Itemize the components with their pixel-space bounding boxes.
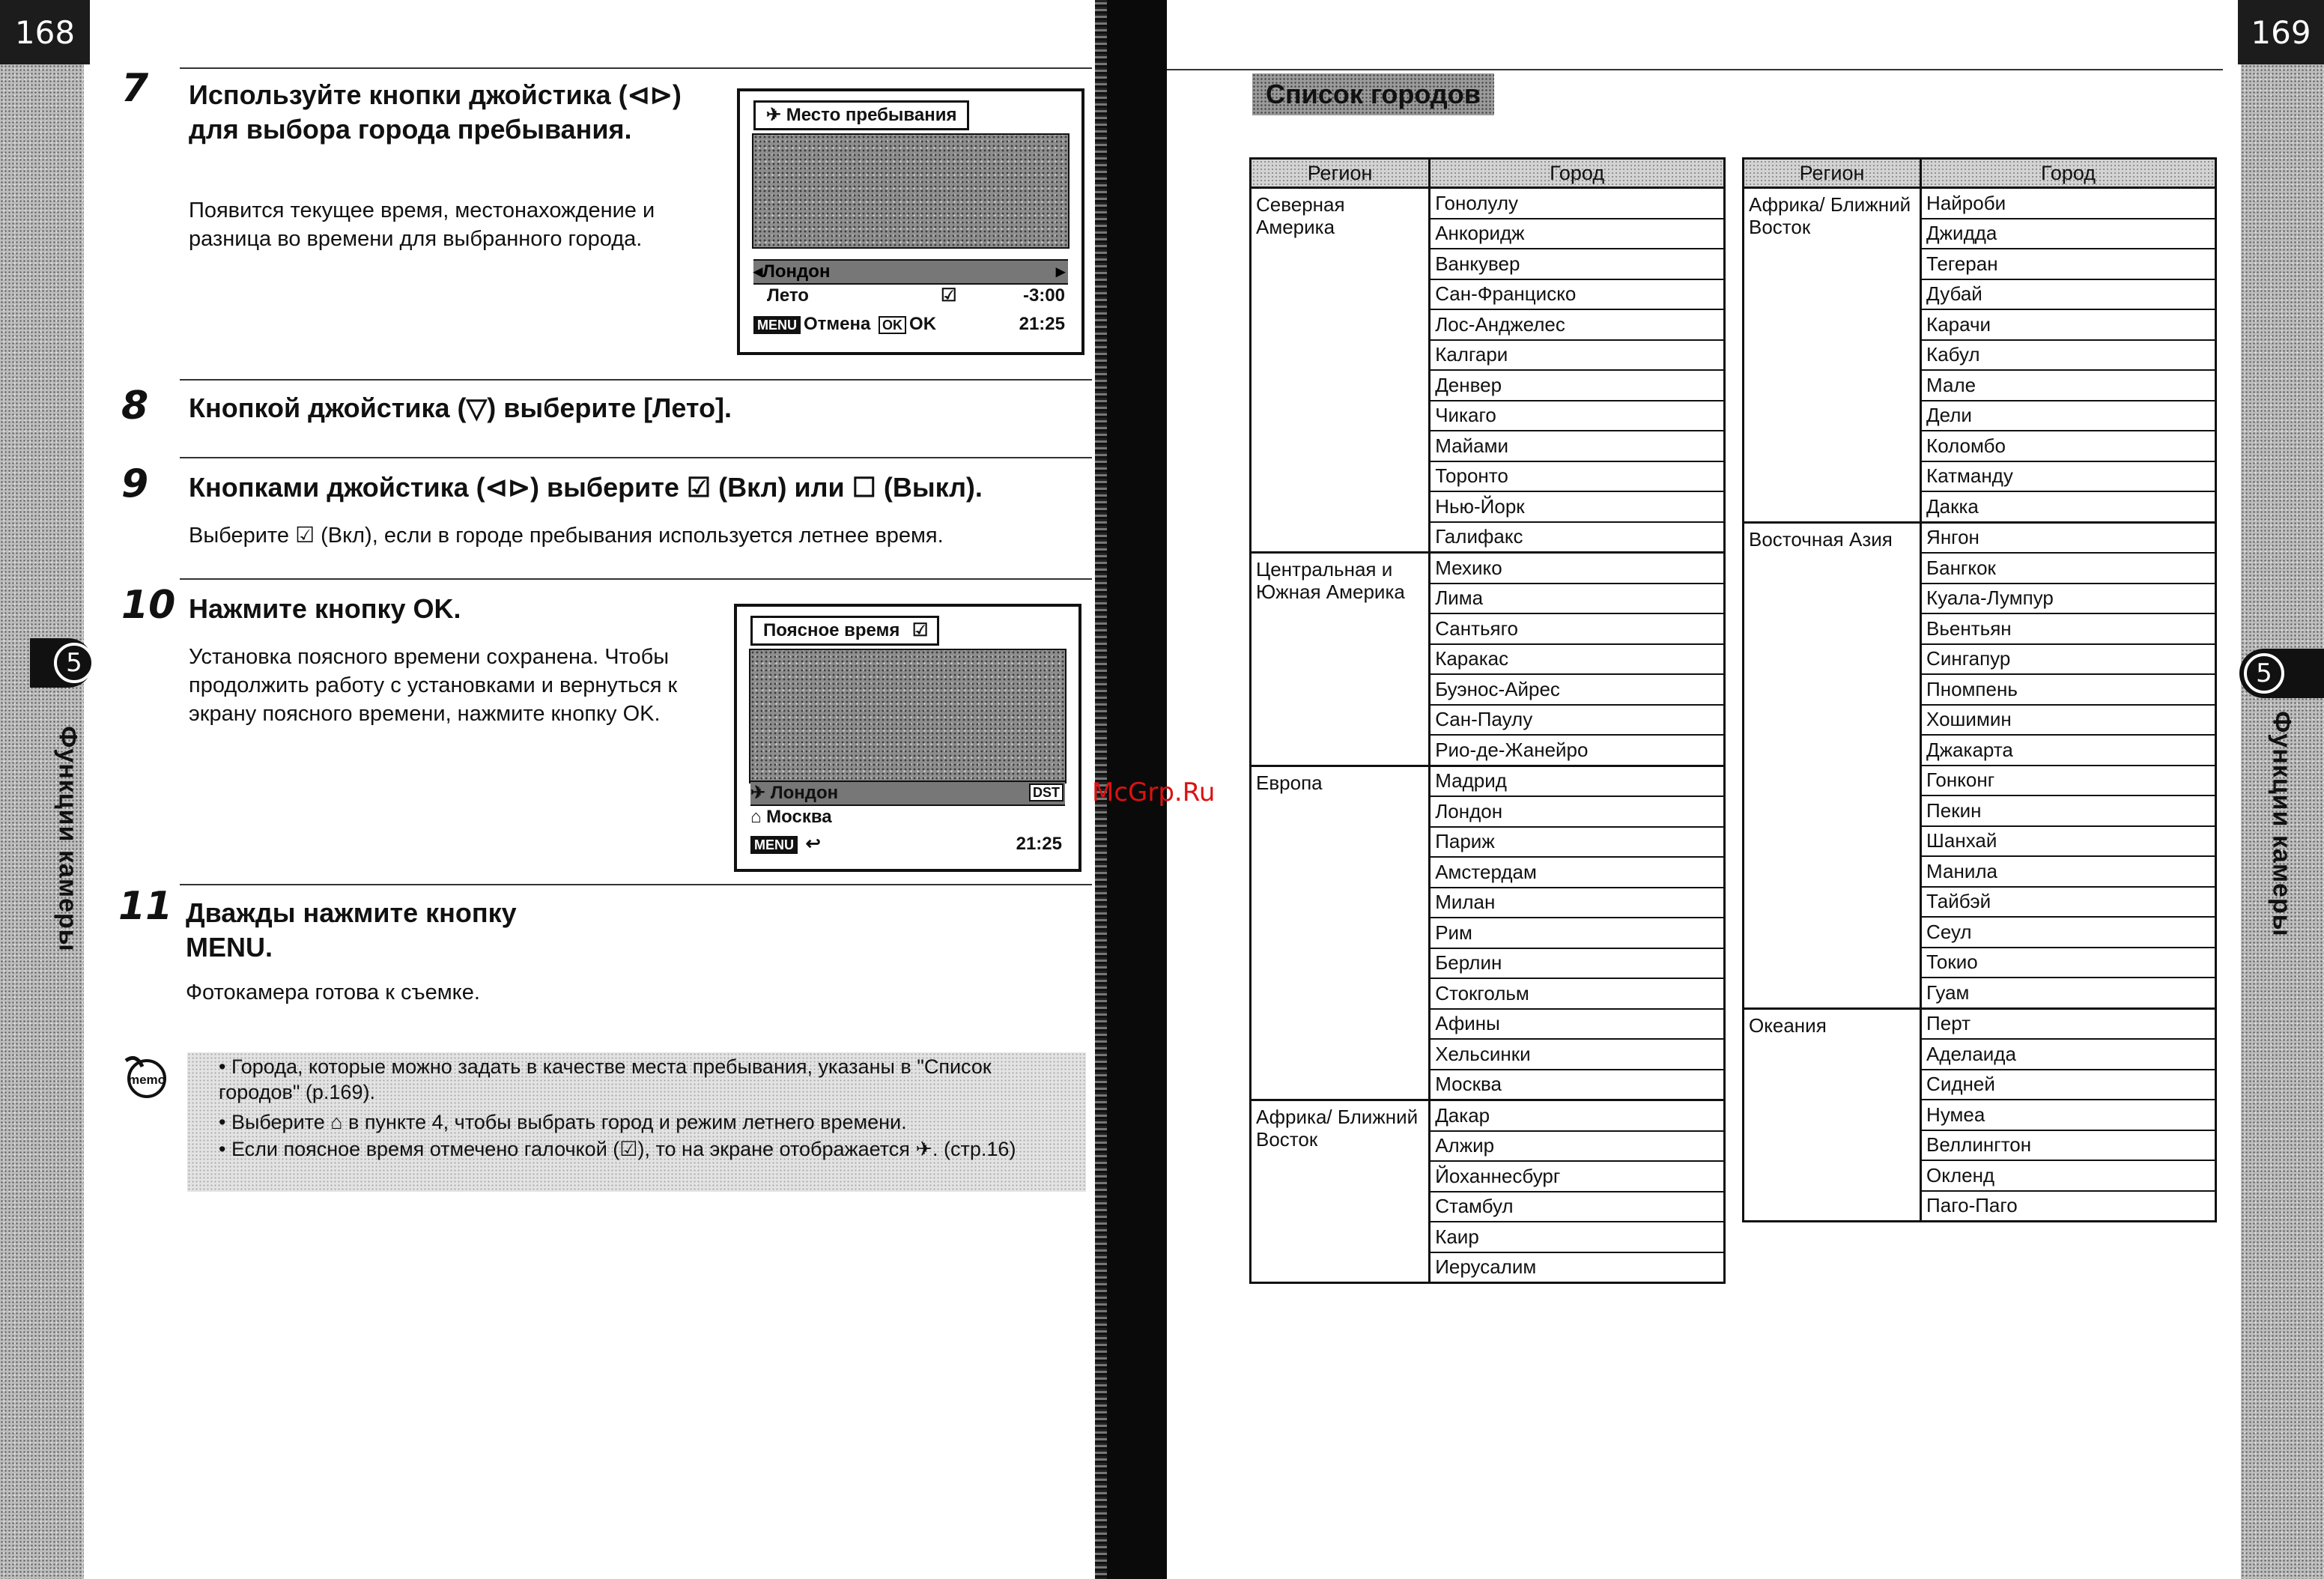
table-row [1744, 188, 2216, 219]
section-title: Список городов [1252, 73, 1494, 115]
back-icon: ↩ [805, 834, 821, 854]
watermark: McGrp.Ru [1092, 778, 1216, 807]
city-cell: Нью-Йорк [1430, 491, 1725, 522]
city-cell: Мадрид [1430, 766, 1725, 796]
city-cell: Вьентьян [1921, 613, 2216, 644]
region-cell: Северная Америка [1251, 188, 1430, 553]
step-text: Появится текущее время, местонахождение и разница во времени для выбранного города. [189, 198, 655, 251]
city-cell: Париж [1430, 827, 1725, 858]
city-cell: Пекин [1921, 795, 2216, 826]
city-cell: Йоханнесбург [1430, 1161, 1725, 1192]
city-cell: Рим [1430, 918, 1725, 948]
region-cell: Океания [1744, 1008, 1921, 1222]
chapter-number-left: 5 [54, 643, 94, 683]
step-text: Установка поясного времени сохранена. Чтобы продолжить работу с установками и вернуться к экрану поясного времени, нажмите кнопку OK. [189, 645, 678, 726]
city-cell: Сантьяго [1430, 613, 1725, 644]
city-cell: Коломбо [1921, 431, 2216, 461]
city-cell: Амстердам [1430, 857, 1725, 888]
city-cell: Тегеран [1921, 249, 2216, 279]
table-row [1744, 522, 2216, 553]
city-cell: Буэнос-Айрес [1430, 674, 1725, 705]
world-map [749, 649, 1067, 784]
city-cell: Калгари [1430, 340, 1725, 371]
city-cell: Каракас [1430, 644, 1725, 675]
step-title: Кнопками джойстика (⊲⊳) выберите ☑ (Вкл) или ☐ (Выкл). [189, 472, 983, 503]
city-table-right [1742, 157, 2217, 1222]
city-cell: Лондон [1430, 796, 1725, 827]
region-cell: Африка/ Ближний Восток [1251, 1100, 1430, 1283]
city-cell: Манила [1921, 856, 2216, 887]
city-cell: Найроби [1921, 188, 2216, 219]
city-cell: Хошимин [1921, 705, 2216, 736]
world-map [752, 133, 1070, 249]
divider [180, 457, 1092, 458]
city-cell: Каир [1430, 1222, 1725, 1252]
divider [180, 578, 1092, 580]
city-cell: Берлин [1430, 948, 1725, 979]
city-cell: Стокгольм [1430, 978, 1725, 1009]
region-cell: Восточная Азия [1744, 522, 1921, 1008]
clock-time: 21:25 [1016, 834, 1062, 854]
city-cell: Токио [1921, 948, 2216, 978]
region-cell: Европа [1251, 766, 1430, 1100]
step-text: Выберите ☑ (Вкл), если в городе пребывания используется летнее время. [189, 524, 944, 548]
chapter-number-right: 5 [2244, 653, 2284, 694]
dst-badge: DST [1029, 784, 1064, 801]
screen-header: ✈ Место пребывания [753, 100, 969, 130]
city-cell: Сингапур [1921, 644, 2216, 675]
svg-text:memo: memo [127, 1073, 166, 1087]
table-row [1251, 1100, 1725, 1131]
city-cell: Шанхай [1921, 826, 2216, 857]
selected-city[interactable]: ◂Лондон [753, 261, 831, 282]
city-cell: Джакарта [1921, 735, 2216, 766]
memo-icon [120, 1050, 169, 1100]
city-cell: Тайбэй [1921, 887, 2216, 918]
city-cell: Гуам [1921, 978, 2216, 1008]
city-cell: Дакка [1921, 491, 2216, 522]
summer-checkbox[interactable]: ☑ [941, 285, 957, 306]
city-cell: Хельсинки [1430, 1039, 1725, 1070]
step-number: 10 [121, 583, 176, 628]
city-cell: Алжир [1430, 1131, 1725, 1162]
header-city: Город [1430, 159, 1725, 188]
screen-header-text: Поясное время [763, 620, 900, 640]
city-table-left [1249, 157, 1726, 1284]
divider [180, 379, 1092, 381]
time-offset: -3:00 [1022, 285, 1065, 306]
city-cell: Лима [1430, 584, 1725, 614]
city-cell: Москва [1430, 1070, 1725, 1100]
destination-city: ✈ Лондон [750, 783, 839, 803]
page-number-left: 168 [0, 0, 90, 64]
city-cell: Ванкувер [1430, 249, 1725, 279]
city-cell: Карачи [1921, 309, 2216, 340]
table-row [1251, 766, 1725, 796]
city-cell: Чикаго [1430, 401, 1725, 431]
summer-label: Лето [767, 285, 809, 306]
city-cell: Аделаида [1921, 1039, 2216, 1070]
city-cell: Анкоридж [1430, 219, 1725, 249]
city-cell: Майами [1430, 431, 1725, 461]
header-region: Регион [1251, 159, 1430, 188]
city-cell: Пномпень [1921, 674, 2216, 705]
city-cell: Торонто [1430, 461, 1725, 492]
city-cell: Мехико [1430, 553, 1725, 584]
step-title: Нажмите кнопку OK. [189, 593, 461, 624]
table-row [1251, 553, 1725, 584]
step-text: Фотокамера готова к съемке. [186, 981, 480, 1004]
city-cell: Куала-Лумпур [1921, 584, 2216, 614]
city-cell: Афины [1430, 1009, 1725, 1040]
clock-time: 21:25 [1019, 314, 1065, 334]
step-number: 8 [121, 384, 149, 428]
city-cell: Рио-де-Жанейро [1430, 735, 1725, 766]
memo-item: • Если поясное время отмечено галочкой (☑), то на экране отображается ✈. (стр.16) [219, 1138, 1016, 1160]
ok-label: OK [909, 314, 937, 334]
city-cell: Паго-Паго [1921, 1191, 2216, 1222]
step-title: Используйте кнопки джойстика (⊲⊳) для выбора города пребывания. [189, 79, 682, 145]
city-cell: Денвер [1430, 370, 1725, 401]
city-cell: Дакар [1430, 1100, 1725, 1131]
city-cell: Сан-Паулу [1430, 705, 1725, 736]
city-cell: Катманду [1921, 461, 2216, 492]
city-cell: Бангкок [1921, 553, 2216, 584]
city-cell: Сан-Франциско [1430, 279, 1725, 310]
city-cell: Нумеа [1921, 1100, 2216, 1130]
camera-screen-destination [737, 88, 1084, 355]
home-city: ⌂ Москва [750, 807, 832, 827]
city-cell: Иерусалим [1430, 1252, 1725, 1283]
step-number: 11 [118, 884, 173, 929]
memo-item: • Города, которые можно задать в качестве места пребывания, указаны в "Список городов" (р.169). [219, 1055, 992, 1103]
cancel-label: Отмена [804, 314, 871, 334]
menu-button[interactable]: MENU [750, 836, 798, 854]
city-cell: Окленд [1921, 1160, 2216, 1191]
city-cell: Сеул [1921, 917, 2216, 948]
header-checkbox: ☑ [911, 620, 929, 640]
chevron-right-icon: ▸ [1055, 261, 1065, 282]
region-cell: Африка/ Ближний Восток [1744, 188, 1921, 523]
city-cell: Кабул [1921, 340, 2216, 371]
step-title: Кнопкой джойстика (▽) выберите [Лето]. [189, 393, 732, 423]
city-cell: Перт [1921, 1008, 2216, 1039]
chapter-title-right: Функции камеры [2267, 711, 2296, 937]
memo-item: • Выберите ⌂ в пункте 4, чтобы выбрать город и режим летнего времени. [219, 1111, 907, 1133]
city-cell: Гонолулу [1430, 188, 1725, 219]
table-row [1251, 188, 1725, 219]
step-number: 9 [121, 461, 149, 506]
city-cell: Янгон [1921, 522, 2216, 553]
header-region: Регион [1744, 159, 1921, 188]
city-cell: Веллингтон [1921, 1130, 2216, 1161]
step-title: Дважды нажмите кнопку MENU. [186, 897, 517, 963]
divider [1167, 69, 2223, 70]
city-cell: Дубай [1921, 279, 2216, 310]
header-city: Город [1921, 159, 2216, 188]
city-cell: Галифакс [1430, 522, 1725, 553]
city-cell: Дели [1921, 401, 2216, 431]
page-number-right: 169 [2238, 0, 2324, 64]
city-cell: Джидда [1921, 219, 2216, 249]
ok-button[interactable]: OK [879, 316, 906, 334]
memo-box [187, 1052, 1086, 1192]
table-row [1744, 1008, 2216, 1039]
divider [180, 67, 1092, 69]
city-cell: Стамбул [1430, 1192, 1725, 1222]
city-cell: Мале [1921, 370, 2216, 401]
city-cell: Лос-Анджелес [1430, 309, 1725, 340]
camera-screen-timezone [734, 604, 1081, 872]
city-cell: Гонконг [1921, 766, 2216, 796]
screen-header [750, 616, 939, 646]
divider [180, 884, 1092, 885]
city-cell: Сидней [1921, 1070, 2216, 1100]
chapter-title-left: Функции камеры [53, 726, 82, 952]
menu-button[interactable]: MENU [753, 316, 801, 334]
step-number: 7 [121, 66, 149, 111]
region-cell: Центральная и Южная Америка [1251, 553, 1430, 766]
city-cell: Милан [1430, 888, 1725, 918]
